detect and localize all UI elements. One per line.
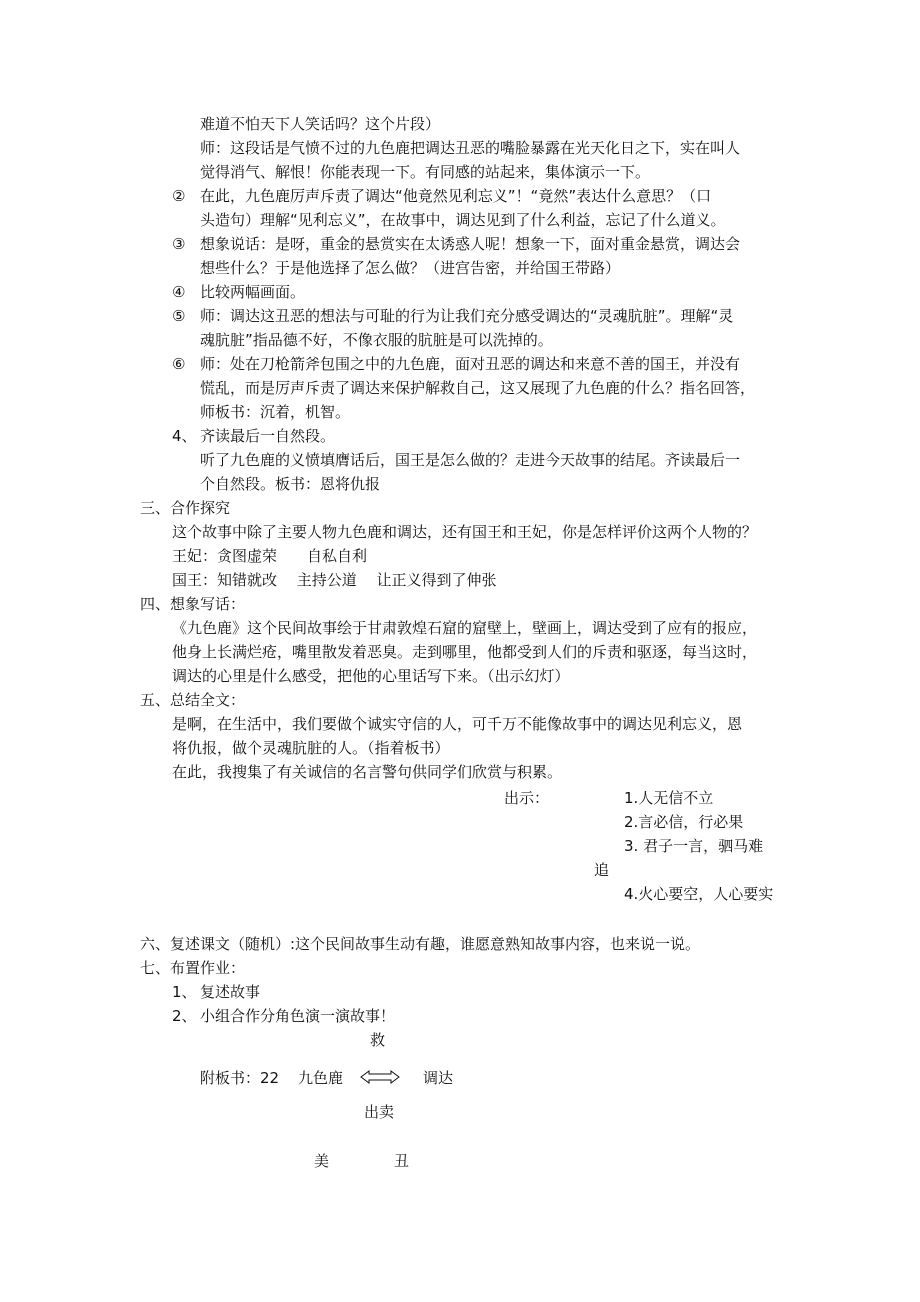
paragraph-line: 将仇报，做个灵魂肮脏的人。（指着板书）	[172, 739, 450, 757]
list-number: ⑤	[172, 307, 186, 325]
paragraph-line: 《九色鹿》这个民间故事绘于甘肃敦煌石窟的窟壁上，壁画上，调达受到了应有的报应，	[172, 619, 758, 637]
list-item-line: 头造句）理解“见利忘义”，在故事中，调达见到了什么利益，忘记了什么道义。	[200, 211, 726, 229]
quote-item: 2.言必信，行必果	[624, 813, 744, 831]
list-item-line: 复述故事	[200, 983, 261, 1001]
quote-item: 追	[594, 861, 610, 879]
section-heading: 七、布置作业：	[140, 959, 246, 977]
list-item-line: 魂肮脏”指品德不好，不像衣服的肮脏是可以洗掉的。	[200, 331, 553, 349]
paragraph-line: 觉得消气、解恨！你能表现一下。有同感的站起来，集体演示一下。	[200, 163, 651, 181]
board-left-node: 九色鹿	[298, 1069, 344, 1087]
list-number: ③	[172, 235, 186, 253]
list-item-line: 听了九色鹿的义愤填膺话后，国王是怎么做的？走进今天故事的结尾。齐读最后一	[200, 451, 741, 469]
quote-item: 3. 君子一言，驷马难	[624, 837, 764, 855]
list-item-line: 齐读最后一自然段。	[200, 427, 336, 445]
list-number: ④	[172, 283, 186, 301]
paragraph-line: 是啊，在生活中，我们要做个诚实守信的人，可千万不能像故事中的调达见利忘义，恩	[172, 715, 743, 733]
show-label: 出示：	[504, 789, 550, 807]
board-top-label: 救	[370, 1031, 386, 1049]
quote-item: 1.人无信不立	[624, 789, 714, 807]
board-bottom-label: 出卖	[364, 1103, 395, 1121]
paragraph-line: 师：这段话是气愤不过的九色鹿把调达丑恶的嘴脸暴露在光天化日之下，实在叫人	[200, 139, 741, 157]
paragraph-line: 调达的心里是什么感受，把他的心里话写下来。（出示幻灯）	[172, 667, 570, 685]
list-item-line: 慌乱，而是厉声斥责了调达来保护解救自己，这又展现了九色鹿的什么？指名回答，	[200, 379, 756, 397]
paragraph-line: 在此，我搜集了有关诚信的名言警句供同学们欣赏与积累。	[172, 763, 563, 781]
list-number: ⑥	[172, 355, 186, 373]
list-item-line: 师板书：沉着，机智。	[200, 403, 351, 421]
paragraph-line: 国王：知错就改 主持公道 让正义得到了伸张	[172, 571, 497, 589]
list-item-line: 比较两幅画面。	[200, 283, 306, 301]
section-heading: 五、总结全文：	[140, 691, 246, 709]
paragraph-line: 他身上长满烂疮，嘴里散发着恶臭。走到哪里，他都受到人们的斥责和驱逐，每当这时，	[172, 643, 758, 661]
paragraph-line: 王妃：贪图虚荣 自私自利	[172, 547, 368, 565]
section-heading: 三、合作探究	[140, 499, 231, 517]
list-number: 2、	[172, 1007, 197, 1025]
list-item-line: 小组合作分角色演一演故事！	[200, 1007, 396, 1025]
paragraph-line: 这个故事中除了主要人物九色鹿和调达，还有国王和王妃，你是怎样评价这两个人物的？	[172, 523, 758, 541]
list-number: 1、	[172, 983, 197, 1001]
section-heading: 六、复述课文（随机）:这个民间故事生动有趣，谁愿意熟知故事内容，也来说一说。	[140, 935, 701, 953]
board-right-bottom: 丑	[394, 1152, 410, 1170]
list-number: 4、	[172, 427, 197, 445]
list-item-line: 想些什么？于是他选择了怎么做？（进宫告密，并给国王带路）	[200, 259, 621, 277]
board-right-node: 调达	[423, 1069, 454, 1087]
board-left-bottom: 美	[314, 1152, 330, 1170]
quote-item: 4.火心要空，人心要实	[624, 885, 774, 903]
list-item-line: 在此，九色鹿厉声斥责了调达“他竟然见利忘义”！“竟然”表达什么意思？（口	[200, 187, 712, 205]
section-heading: 四、想象写话：	[140, 595, 246, 613]
double-arrow-icon	[360, 1069, 400, 1085]
paragraph-line: 难道不怕天下人笑话吗？这个片段）	[200, 115, 441, 133]
list-item-line: 师：调达这丑恶的想法与可耻的行为让我们充分感受调达的“灵魂肮脏”。理解“灵	[200, 307, 734, 325]
list-item-line: 师：处在刀枪箭斧包围之中的九色鹿，面对丑恶的调达和来意不善的国王，并没有	[200, 355, 741, 373]
board-label: 附板书：22	[200, 1069, 280, 1087]
list-item-line: 想象说话：是呀，重金的悬赏实在太诱惑人呢！想象一下，面对重金悬赏，调达会	[200, 235, 741, 253]
list-item-line: 个自然段。板书：恩将仇报	[200, 475, 381, 493]
list-number: ②	[172, 187, 186, 205]
